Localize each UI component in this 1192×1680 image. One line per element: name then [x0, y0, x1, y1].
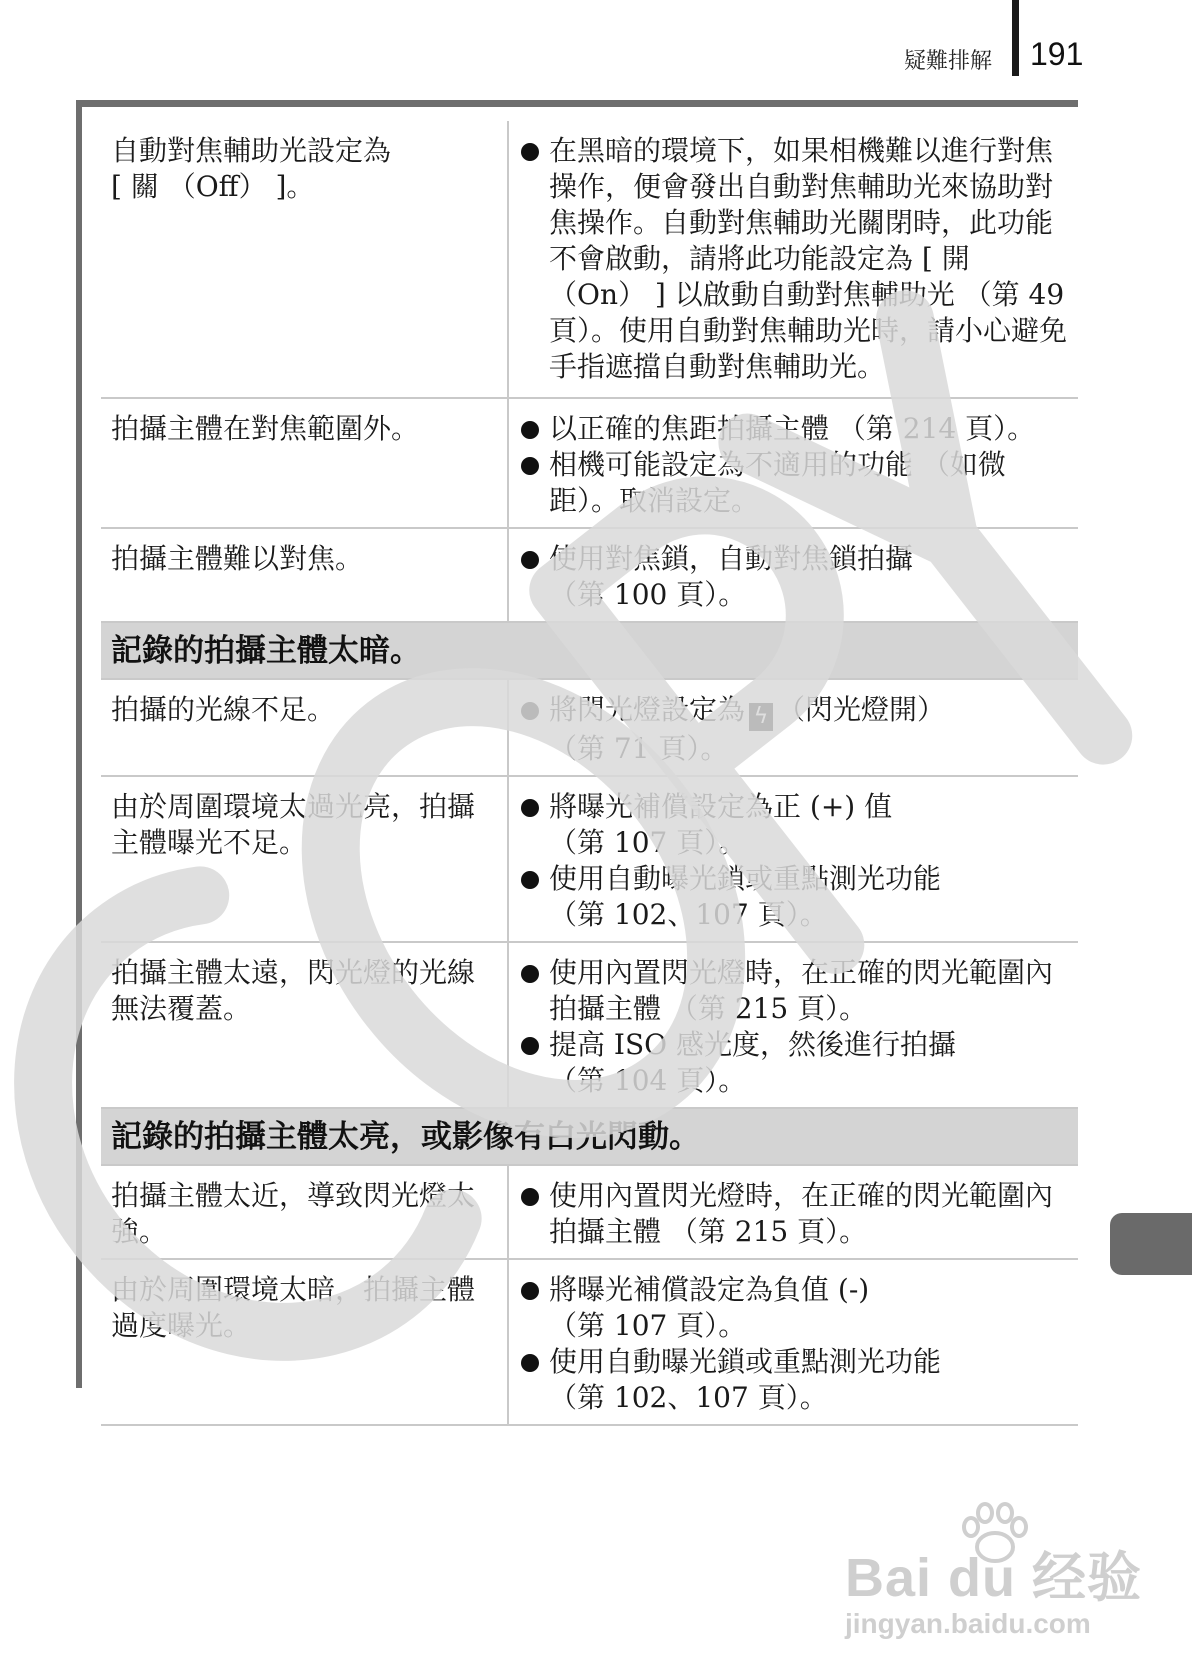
page-number: 191 — [1030, 36, 1084, 72]
solution-item: 使用內置閃光燈時，在正確的閃光範圍內拍攝主體 （第 215 頁）。 — [519, 955, 1074, 1027]
table-row — [101, 777, 1078, 943]
bullet-icon — [521, 799, 539, 817]
cause-cell: 拍攝主體太遠，閃光燈的光線無法覆蓋。 — [101, 943, 509, 1107]
solution-item: 使用自動曝光鎖或重點測光功能 （第 102、107 頁）。 — [519, 1344, 1074, 1416]
cause-cell: 由於周圍環境太暗，拍攝主體過度曝光。 — [101, 1260, 509, 1424]
solution-item: 提高 ISO 感光度，然後進行拍攝 （第 104 頁）。 — [519, 1027, 1074, 1099]
bullet-icon — [521, 1188, 539, 1206]
section-heading: 記錄的拍攝主體太暗。 — [101, 623, 1078, 680]
cause-cell: 拍攝主體太近，導致閃光燈太強。 — [101, 1166, 509, 1258]
left-rule — [76, 100, 82, 1388]
bullet-icon — [521, 702, 539, 720]
baidu-brand: Bai du 经验 — [845, 1548, 1143, 1608]
table-row — [101, 121, 1078, 399]
cause-cell: 拍攝主體難以對焦。 — [101, 529, 509, 621]
bullet-icon — [521, 457, 539, 475]
solution-item: 使用對焦鎖，自動對焦鎖拍攝 （第 100 頁）。 — [519, 541, 1074, 613]
bullet-icon — [521, 1282, 539, 1300]
section-label: 疑難排解 — [903, 49, 992, 74]
table-row — [101, 943, 1078, 1109]
bullet-icon — [521, 421, 539, 439]
solution-item: 將曝光補償設定為正 (+) 值 （第 107 頁）。 — [519, 789, 1074, 861]
solution-cell — [509, 777, 1078, 941]
solution-item: 將曝光補償設定為負值 (-) （第 107 頁）。 — [519, 1272, 1074, 1344]
cause-cell: 拍攝主體在對焦範圍外。 — [101, 399, 509, 527]
solution-cell — [509, 1166, 1078, 1258]
bullet-icon — [521, 965, 539, 983]
flash-on-icon: ϟ — [749, 703, 773, 731]
bullet-icon — [521, 871, 539, 889]
solution-cell — [509, 529, 1078, 621]
solution-cell — [509, 1260, 1078, 1424]
solution-item: 在黑暗的環境下，如果相機難以進行對焦操作，便會發出自動對焦輔助光來協助對焦操作。自動對焦輔助光關閉時，此功能不會啟動，請將此功能設定為 [ 開 （On） ] 以啟動自動對焦輔助光 （第 49 頁）。使用自動對焦輔助光時，請小心避免手指遮擋自動對焦輔助光。 — [519, 133, 1074, 385]
solution-item: 將閃光燈設定為 ϟ （閃光燈開） （第 71 頁）。 — [519, 692, 1074, 767]
bullet-icon — [521, 1354, 539, 1372]
table-row — [101, 399, 1078, 529]
troubleshooting-table — [101, 121, 1078, 1426]
section-heading: 記錄的拍攝主體太亮，或影像有白光閃動。 — [101, 1109, 1078, 1166]
bullet-icon — [521, 1037, 539, 1055]
bullet-icon — [521, 143, 539, 161]
paw-icon — [955, 1499, 1035, 1569]
solution-item: 以正確的焦距拍攝主體 （第 214 頁）。 — [519, 411, 1074, 447]
table-row — [101, 680, 1078, 777]
table-row — [101, 529, 1078, 623]
cause-cell: 自動對焦輔助光設定為 [ 關 （Off） ]。 — [101, 121, 509, 397]
cause-cell: 拍攝的光線不足。 — [101, 680, 509, 775]
header-divider — [1012, 0, 1019, 76]
solution-cell — [509, 399, 1078, 527]
solution-item: 使用自動曝光鎖或重點測光功能 （第 102、107 頁）。 — [519, 861, 1074, 933]
solution-item: 相機可能設定為不適用的功能 （如微距）。取消設定。 — [519, 447, 1074, 519]
table-row — [101, 1166, 1078, 1260]
solution-cell — [509, 680, 1078, 775]
solution-cell — [509, 943, 1078, 1107]
baidu-watermark — [845, 1535, 1142, 1640]
top-rule — [76, 100, 1078, 107]
table-row — [101, 1260, 1078, 1426]
cause-cell: 由於周圍環境太過光亮，拍攝主體曝光不足。 — [101, 777, 509, 941]
chapter-tab — [1110, 1213, 1192, 1275]
solution-item: 使用內置閃光燈時，在正確的閃光範圍內拍攝主體 （第 215 頁）。 — [519, 1178, 1074, 1250]
solution-cell — [509, 121, 1078, 397]
bullet-icon — [521, 551, 539, 569]
baidu-url: jingyan.baidu.com — [845, 1608, 1091, 1639]
